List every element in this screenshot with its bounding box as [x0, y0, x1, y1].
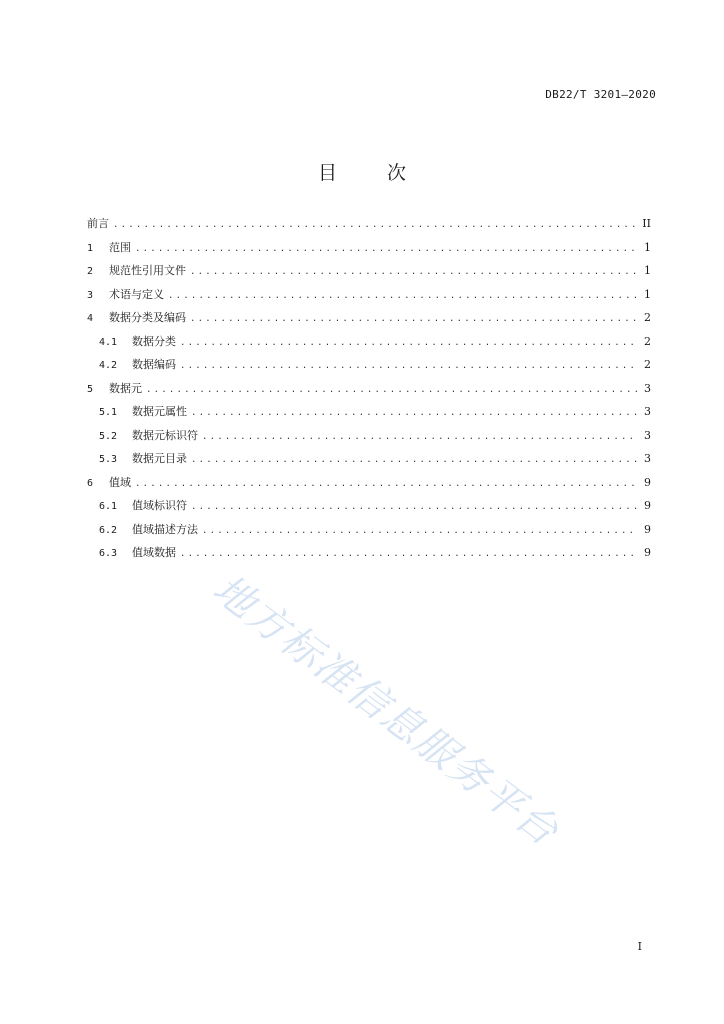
toc-entry-label: 数据元属性 [132, 405, 187, 418]
toc-entry-6-3[interactable] [87, 544, 651, 568]
toc-entry-4-1[interactable] [87, 333, 651, 357]
toc-entry-label: 数据分类及编码 [109, 311, 186, 324]
toc-entry-page: II [642, 217, 651, 230]
toc-entry-page: 2 [644, 358, 651, 371]
toc-entry-page: 1 [644, 287, 651, 301]
toc-entry-page: 1 [644, 264, 651, 277]
toc-entry-5-3[interactable] [87, 450, 651, 474]
toc-entry-label: 术语与定义 [109, 287, 164, 301]
toc-dot-leader [135, 244, 637, 254]
toc-entry-page: 3 [644, 405, 651, 418]
page-number: I [637, 940, 642, 953]
toc-entry-label: 数据编码 [132, 358, 176, 371]
toc-dot-leader [180, 549, 637, 559]
toc-entry-6-1[interactable] [87, 497, 651, 521]
toc-entry-4-2[interactable] [87, 356, 651, 380]
toc-entry-label: 数据元标识符 [132, 428, 198, 442]
watermark: 地方标准信息服务平台 [204, 566, 568, 856]
toc-entry-page: 3 [644, 428, 651, 442]
toc-entry-label: 前言 [87, 217, 109, 230]
toc-dot-leader [180, 338, 637, 348]
toc-entry-4[interactable] [87, 309, 651, 333]
toc-dot-leader [191, 455, 637, 465]
toc-dot-leader [168, 291, 637, 301]
toc-entry-label: 值域数据 [132, 546, 176, 559]
toc-entry-1[interactable] [87, 239, 651, 263]
toc-entry-5-1[interactable] [87, 403, 651, 427]
toc-entry-label: 数据元目录 [132, 452, 187, 465]
toc-dot-leader [190, 267, 637, 277]
toc-entry-3[interactable] [87, 286, 651, 310]
toc-entry-2[interactable] [87, 262, 651, 286]
toc-entry-number: 4 [87, 313, 94, 324]
toc-entry-5-2[interactable] [87, 427, 651, 451]
toc-entry-number: 5.2 [99, 430, 118, 442]
toc-entry-page: 9 [644, 475, 651, 489]
toc-entry-page: 1 [644, 240, 651, 254]
toc-entry-number: 5.3 [99, 454, 118, 465]
toc-entry-page: 2 [644, 311, 651, 324]
toc-dot-leader [113, 220, 637, 230]
toc-entry-6[interactable] [87, 474, 651, 498]
toc-entry-label: 数据分类 [132, 334, 176, 348]
toc-entry-6-2[interactable] [87, 521, 651, 545]
toc-entry-number: 3 [87, 289, 94, 301]
toc-entry-page: 9 [644, 546, 651, 559]
toc-entry-page: 3 [644, 452, 651, 465]
standard-number: DB22/T 3201—2020 [545, 88, 656, 101]
toc-entry-number: 6.2 [99, 524, 118, 536]
toc-dot-leader [135, 479, 637, 489]
toc-entry-label: 数据元 [109, 381, 142, 395]
toc-dot-leader [202, 526, 637, 536]
toc-entry-label: 值域描述方法 [132, 522, 198, 536]
toc-entry-number: 4.1 [99, 336, 118, 348]
toc-entry-label: 范围 [109, 240, 131, 254]
toc-entry-page: 9 [644, 499, 651, 512]
toc-dot-leader [191, 408, 637, 418]
toc-entry-number: 5.1 [99, 407, 118, 418]
toc-entry-number: 6 [87, 477, 94, 489]
toc-entry-label: 值域 [109, 475, 131, 489]
toc-entry-page: 9 [644, 522, 651, 536]
toc-entry-number: 5 [87, 383, 94, 395]
toc-dot-leader [191, 502, 637, 512]
toc-entry-page: 3 [644, 381, 651, 395]
toc-entry-number: 4.2 [99, 360, 118, 371]
toc-entry-number: 6.1 [99, 501, 118, 512]
toc-dot-leader [146, 385, 637, 395]
toc-dot-leader [190, 314, 637, 324]
toc-entry-foreword[interactable] [87, 215, 651, 239]
toc-entry-number: 6.3 [99, 548, 118, 559]
toc-dot-leader [202, 432, 637, 442]
page-title: 目 次 [317, 162, 429, 184]
toc-entry-number: 1 [87, 242, 94, 254]
toc-entry-5[interactable] [87, 380, 651, 404]
toc-dot-leader [180, 361, 637, 371]
table-of-contents [87, 215, 651, 568]
toc-entry-page: 2 [644, 334, 651, 348]
toc-entry-label: 值域标识符 [132, 499, 187, 512]
toc-entry-number: 2 [87, 266, 94, 277]
toc-entry-label: 规范性引用文件 [109, 264, 186, 277]
